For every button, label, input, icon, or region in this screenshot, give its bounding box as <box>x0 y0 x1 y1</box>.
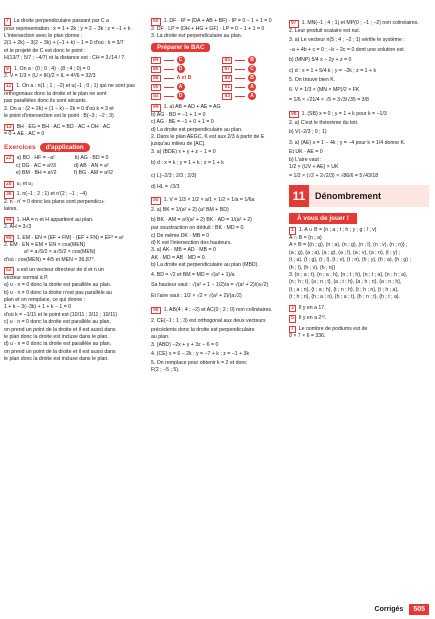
block-7-line-4: 2(1 + 2k) − 3(2 − 3k) + (−1 + k) − 1 = 0 d'où : k = 3/7 <box>4 40 124 47</box>
block-36-line-1: 36 1. n(−1 ; 2 ; 1) et n'(2 ; −1 ; −4) <box>6 191 87 198</box>
block-v1-line-3: A × B = {(n ; g), (n ; a), (n ; g), (n ; l), (n ; v), (n ; n)} ; <box>289 242 408 249</box>
block-v3: 3 Il y en a 17. <box>291 304 326 311</box>
block-97-line-3: 3. a) Le vecteur n(5 ; 4 ; −2 ; 1) vérifie le système : <box>289 37 405 44</box>
block-95-line-4: par soustraction on déduit : BK · MD = 0. <box>151 225 245 232</box>
block-v1-line-1: 1 1. A ∪ B = {n ; a ; t ; h ; y ; g ; l ; v} <box>291 227 377 234</box>
block-v7-line-2: 8 × 7 × 6 = 336. <box>289 333 326 340</box>
block-52-line-11: d) u · n = 0 donc la droite est parallèle au plan, <box>4 341 112 348</box>
block-52-line-5: plan et on remplace, ce qui donne : <box>4 296 86 303</box>
block-97-line-8: 6. V = 1/3 × (MN × MP)/2 × FK <box>289 86 360 93</box>
section-prepare-bac: Préparer le BAC <box>151 43 210 52</box>
block-97-line-4: −a + 4b + c = 0 ; −b − 2c = 0 dont une solution est <box>289 47 404 54</box>
exercise-number: 11 <box>6 83 12 90</box>
block-95-line-8: AK · MD = AB · MD = 0. <box>151 254 207 261</box>
block-94-line-1: 94 1. a) AB = AD + AE = AG <box>153 104 221 111</box>
block-36-line-3: laires. <box>4 206 18 213</box>
block-94-line-9: c) L(−2/3 ; 2/3 ; 2/3) <box>151 173 197 180</box>
block-94-line-8: b) d : x = k ; y = 1 + k ; z = 1 + k <box>151 160 224 167</box>
block-95-line-6: d) K est l'intersection des hauteurs. <box>151 240 232 247</box>
block-49-line-2: 2. EM · EN = EM × EN × cos(MEN) <box>4 242 86 248</box>
block-98-line-5: Et UK · AE = 0 <box>289 149 323 156</box>
exercise-number: 36 <box>6 191 12 198</box>
block-97-line-6: c) d : x = 1 + 5/4 k ; y = −2k ; z = 1 + k <box>289 68 377 75</box>
qa-22-row-2: c) DG · AC = a²/3 d) AB · AN = a² <box>16 162 109 169</box>
block-52-line-9: on prend un point de la droite et il est aussi dans <box>4 326 116 333</box>
answer-badge: B <box>248 74 256 82</box>
answer-text: A et B <box>176 75 192 82</box>
block-52-line-7: d'où k = −1/11 et le point est (10/11 ; 3/11 ; 10/11) <box>4 311 118 318</box>
hauteur-line-1: Sa hauteur vaut : √(a² + 1 − 1/2)/a = √(a² + 2)/(a√2) <box>151 281 269 288</box>
exercise-number: 9 <box>6 65 9 72</box>
block-94-line-2: b) AG · BD = −1 + 1 = 0 <box>151 111 206 118</box>
block-60-line-3: 3. La droite est perpendiculaire au plan. <box>151 32 243 39</box>
block-v1-line-10: {t ; h ; n}, {h ; a ; n}, {h ; a ; t}, {h ; n ; t}, {h ; t ; a}. <box>289 294 401 301</box>
block-98-line-8: = 1/2 × (√2 + 2√2/3) × √86/6 = 5√43/18 <box>289 173 379 180</box>
block-9-line-2: 2. V = 1/3 × (U × IK)/2 × IL = 4³/6 = 32/3 <box>4 73 96 80</box>
block-49-line-3: a² = a√5/2 × a√5/2 × cos(MEN) <box>24 249 96 256</box>
block-96-line-4: au plan. <box>151 334 170 341</box>
block-97-line-9: = 1/6 × √21/4 × √5 = 3√3/√35 = 3/8 <box>289 96 369 103</box>
exercise-number: 98 <box>291 110 297 117</box>
block-13-line-1: 13 BH · EG = BH · AC = BD · AC + DH · AC <box>6 123 111 130</box>
block-11-line-1: 11 1. On a : n(1 ; 1 ; −2) et u(−1 ; 0 ; 1) qui ne sont pas <box>6 83 135 90</box>
block-52-line-4: b) u · n ≠ 0 donc la droite n'est pas parallèle au <box>4 289 112 296</box>
block-49-line-4: d'où : cos(MEN) = 4/5 et MEN ≈ 36,87°. <box>4 256 96 263</box>
answer-badge: C <box>177 56 185 64</box>
block-v7-line-1: 7 Le nombre de podiums est de <box>291 325 368 332</box>
block-52-line-13: le plan donc la droite est incluse dans le plan. <box>4 356 109 363</box>
exercise-number: 94 <box>153 104 159 111</box>
exercise-number: 13 <box>6 123 12 130</box>
block-9-line-1: 9 1. On a : (0 ; 0 ; 4) · (8 ; 4 ; 0) = 0 <box>6 65 91 72</box>
qa-row: 84 C 85 B <box>151 56 284 64</box>
footer-label: Corrigés <box>374 606 404 613</box>
block-44-line-1: 44 1. HA = n et H appartient au plan. <box>6 216 94 223</box>
block-94-line-7: 3. a) (BDE) x + y + z − 1 = 0 <box>151 148 216 155</box>
block-60-line-2: 2. DF · LP = (DH + HG + GF) · LP = 0 − 1 + 1 = 0 <box>151 25 265 32</box>
answer-badge: A <box>248 92 256 100</box>
block-97-line-2: 2. Leur produit scalaire est nul. <box>289 28 360 34</box>
block-v5: 5 Il y en a 2¹⁰. <box>291 315 327 322</box>
exercise-number: 97 <box>291 20 297 26</box>
answer-badge: A <box>248 83 256 91</box>
block-96-line-6: 4. (CE) x = 6 − 2k ; y = −7 + k ; z = −1 + 3k <box>151 350 250 357</box>
column-middle <box>151 18 284 375</box>
chapter-header <box>289 185 429 207</box>
block-95-line-10: 4. BD = √2 et BM = MD = √(a² + 1)/a <box>151 271 235 278</box>
section-title: Exercices <box>4 144 36 152</box>
block-v1-line-8: {n ; h ; t}, {a ; n ; t}, {a ; t ; h}, {a ; h ; n}, {a ; n ; h}, <box>289 279 402 286</box>
block-95-line-9: b) La droite est perpendiculaire au plan (MBD). <box>151 262 259 269</box>
block-7-line-1: 7 La droite perpendiculaire passant par C a <box>6 18 109 24</box>
block-52-line-1: 52 u est un vecteur directeur de d et n un <box>6 267 104 274</box>
block-96-line-2: 2. CE(−1 ; 1 ; 3) est orthogonal aux deux vecteurs <box>151 317 266 324</box>
block-96-line-8: F(2 ; −5 ; 5). <box>151 367 180 374</box>
page-number: 505 <box>409 604 429 615</box>
exercise-number: 7 <box>291 325 294 332</box>
qa-row: 92 D 93 A <box>151 92 284 100</box>
block-7-line-6: H(13/7 ; 5/7 ; −4/7) et la distance est : CH = 3√14 / 7. <box>4 55 126 62</box>
qa-row: 88 A et B 89 B <box>151 74 284 82</box>
exercise-number: 28 <box>6 180 12 187</box>
qa-22-row-1: 22 a) BD · HF = −a² b) AG · BD = 0 <box>6 155 109 162</box>
block-96-line-7: 5. On remplace pour obtenir k = 2 et donc <box>151 359 247 366</box>
block-98-line-1: 98 1. (SB) x = 0 ; y = 1 + k pour k = −1/3 <box>291 110 387 117</box>
chapter-number: 11 <box>289 185 309 207</box>
block-11-line-5: le point d'intersection est le point : B(−3 ; −2 ; 3) <box>4 113 114 120</box>
block-11-line-4: 2. On a : (2 + 2k) + (1 − k) − 2k = 0 d'où k = 3 et <box>4 105 114 112</box>
section-a-vous-de-jouer: À vous de jouer ! <box>289 213 357 224</box>
block-98-line-7: 1/2 × (UV + AE) × UK <box>289 164 339 171</box>
block-44-line-2: 2. AH = 3√3 <box>4 224 32 231</box>
exercise-number: 7 <box>6 18 9 24</box>
qa-row: 86 D 87 C <box>151 65 284 73</box>
answer-badge: C <box>248 65 256 73</box>
block-95-line-2: 2. a) BK = 1/(a² + 2) (a² BM + BD) <box>151 207 229 214</box>
chapter-title: Dénombrement <box>315 191 382 202</box>
block-v1-line-7: 3. {n ; a ; t}, {n ; a ; h}, {n ; t ; h}, {n ; t ; a}, {n ; h ; a}, <box>289 271 408 278</box>
block-94-line-5: 2. Dans le plan AEGC, K est aux 2/3 à partir de E <box>151 134 265 141</box>
exercise-number: 60 <box>153 18 159 24</box>
block-49-line-1: 49 1. EM · EN = (EF + FM) · (EF + FN) = EF² = a² <box>6 234 124 241</box>
answer-badge: D <box>177 65 185 73</box>
exercise-number: 1 <box>291 227 294 234</box>
block-96-line-3: précédents donc la droite est perpendiculaire <box>151 326 255 333</box>
hauteur-line-2: Et l'aire vaut : 1/2 × √2 × √(a² + 2)/(a√2) <box>151 292 242 299</box>
block-52-line-2: vecteur normal à P. <box>4 274 49 281</box>
block-11-line-3: pas parallèles donc ils sont sécants. <box>4 98 88 105</box>
block-7-line-5: et le projeté de C est donc le point : <box>4 47 86 54</box>
exercise-number: 49 <box>6 234 12 241</box>
block-v1-line-4: (a ; g), (a ; a), (a ; g), (a ; l), (a ; v), (a ; n), (t ; y) ; <box>289 249 401 256</box>
exercise-number: 95 <box>153 197 159 204</box>
block-97-line-7: 5. On trouve bien K. <box>289 77 336 84</box>
block-v1-line-2: A ∩ B = {n ; a} <box>289 234 322 241</box>
block-v1-line-6: (h ; l), (h ; v), (h ; n)} <box>289 264 336 271</box>
block-95-line-7: 3. a) AK · MB = AD · MB = 0 <box>151 247 216 254</box>
section-exercices <box>4 143 144 152</box>
block-97-line-5: b) (MNP) 5/4 x − 2y + z = 0 <box>289 57 352 64</box>
block-98-line-2: 2. a) C'est le théorème du toit. <box>289 119 359 126</box>
block-36-line-2: 2. n · n' = 0 donc les plans sont perpendicu- <box>4 198 105 205</box>
page-footer <box>375 604 429 615</box>
block-94-line-6: jusqu'au milieu de [AC]. <box>151 141 206 148</box>
block-60-line-1: 60 1. DF · IP = (DA + AB + BF) · IP = 0 − 1 + 1 = 0 <box>153 18 272 24</box>
block-v1-line-9: {t ; a ; n}, {t ; a ; h}, {t ; n ; h}, {t ; h ; n}, {t ; h ; a}, <box>289 286 399 293</box>
block-94-line-3: c) AG · BE = −1 + 0 + 1 = 0 <box>151 119 214 126</box>
block-52-line-10: le plan donc la droite est incluse dans le plan. <box>4 333 109 340</box>
exercise-number: 52 <box>6 267 12 274</box>
qa-row: 90 A 91 A <box>151 83 284 91</box>
answer-badge: A <box>177 83 185 91</box>
block-52-line-6: 1 + k − 3(−3k) + 1 + k − 1 = 0 <box>4 304 72 311</box>
block-52-line-12: on prend un point de la droite et il est aussi dans <box>4 348 116 355</box>
section-tag: d'application <box>40 143 90 152</box>
block-97-line-1: 97 1. MN(−1 ; 4 ; 1) et MP(0 ; −1 ; −2) non colinéaires. <box>291 20 419 26</box>
block-7-line-2: pour représentation : x = 1 + 2k ; y = 2 − 3k ; z = −1 + k <box>4 25 131 32</box>
block-95-line-5: c) De même DK · MB = 0 <box>151 232 210 239</box>
qa-22-row-3: e) BM · BH = a²/2 f) BG · AM = a²/2 <box>16 170 114 177</box>
column-left <box>4 18 144 364</box>
block-95-line-1: 95 1. V = 1/3 × 1/2 × a/1 × 1/2 × 1/a = 1/6a <box>153 197 255 204</box>
block-13-line-2: = 0 + AE · AC = 0 <box>4 131 45 138</box>
exercise-number: 22 <box>6 155 12 162</box>
block-98-line-4: 3. a) (AE) x = 1 − 4k ; y = −4 pour k = 1/4 donne K. <box>289 140 406 147</box>
exercise-number: 44 <box>6 216 12 223</box>
answer-badge: D <box>177 92 185 100</box>
block-98-line-3: b) V(−2/3 ; 0 ; 1) <box>289 129 327 136</box>
column-right <box>289 18 429 341</box>
block-52-line-3: a) u · n = 0 donc la droite est parallèle au plan. <box>4 282 112 289</box>
block-28: 28 u₁ et u₂ <box>6 180 34 187</box>
block-52-line-8: c) u · n = 0 donc la droite est parallèle au plan, <box>4 319 111 326</box>
block-94-line-10: d) HL = √3/3 <box>151 184 180 191</box>
exercise-number: 96 <box>153 306 159 313</box>
block-v1-line-5: (t ; a), (t ; g), (t ; l), (t ; v), (t ; n), (h ; y), (h ; a), (h ; g) ; <box>289 257 411 264</box>
block-95-line-3: b) BK · AM = a²/(a² + 2) BK · AD = 1/(a² + 2) <box>151 217 252 224</box>
block-96-line-5: 3. (ABD) −2x + y + 3z − 6 = 0 <box>151 341 219 348</box>
block-98-line-6: b) L'aire vaut : <box>289 156 322 163</box>
block-96-line-1: 96 1. AB(4 ; 4 ; −2) et AC(0 ; 2 ; 0) non colinéaires. <box>153 306 273 313</box>
block-7-line-3: L'intersection avec le plan donne : <box>4 32 83 39</box>
exercise-number: 3 <box>291 304 294 311</box>
answer-badge: B <box>248 56 256 64</box>
block-11-line-2: orthogonaux donc la droite et le plan ne sont <box>4 90 107 97</box>
exercise-number: 5 <box>291 315 294 322</box>
block-94-line-4: d) La droite est perpendiculaire au plan. <box>151 126 243 133</box>
